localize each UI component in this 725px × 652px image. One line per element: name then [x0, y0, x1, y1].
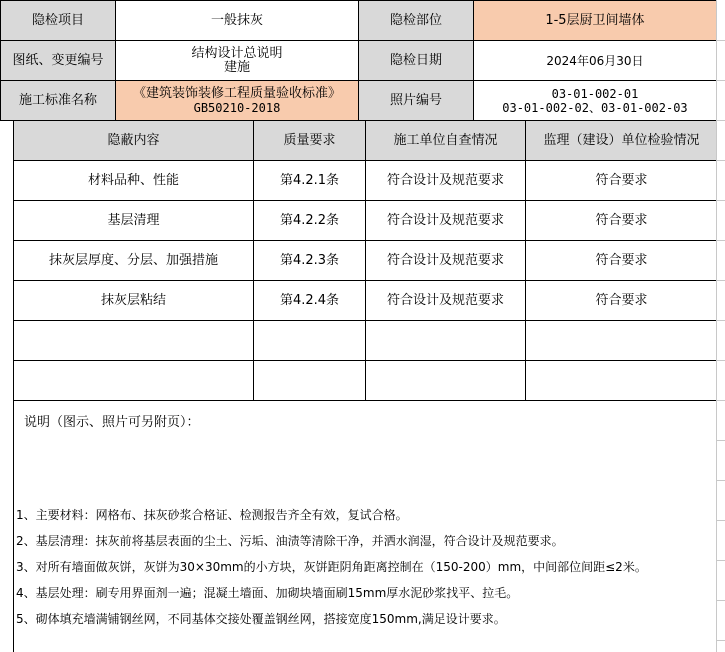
item-label: 隐检项目	[1, 1, 116, 41]
standard-value-line1: 《建筑装饰装修工程质量验收标准》	[132, 85, 341, 101]
row-content[interactable]: 材料品种、性能	[14, 161, 254, 201]
row-supervision[interactable]: 符合要求	[526, 281, 718, 321]
empty-cell[interactable]	[14, 321, 254, 361]
row-content[interactable]: 抹灰层厚度、分层、加强措施	[14, 241, 254, 281]
photo-label: 照片编号	[358, 81, 473, 121]
row-supervision[interactable]: 符合要求	[526, 241, 718, 281]
item-value[interactable]: 一般抹灰	[115, 1, 358, 41]
empty-cell[interactable]	[254, 361, 366, 401]
col-header-supervision: 监理（建设）单位检验情况	[526, 121, 718, 161]
standard-label: 施工标准名称	[1, 81, 116, 121]
content-table	[13, 120, 718, 401]
standard-value[interactable]	[115, 81, 358, 121]
date-label: 隐检日期	[358, 41, 473, 81]
note-item-4: 4、基层处理：刷专用界面剂一遍；混凝土墙面、加砌块墙面刷15mm厚水泥砂浆找平、拉毛。	[16, 586, 519, 600]
inspection-table	[0, 0, 717, 121]
drawing-value-line1: 结构设计总说明	[191, 45, 283, 61]
table-row	[14, 161, 718, 201]
row-self-check[interactable]: 符合设计及规范要求	[366, 161, 526, 201]
table-row	[14, 201, 718, 241]
table-row-empty	[14, 361, 718, 401]
col-header-quality: 质量要求	[254, 121, 366, 161]
drawing-value[interactable]	[115, 41, 358, 81]
standard-value-line2: GB50210-2018	[193, 100, 281, 115]
row-quality[interactable]: 第4.2.1条	[254, 161, 366, 201]
row-content[interactable]: 基层清理	[14, 201, 254, 241]
note-item-5: 5、砌体填充墙满铺钢丝网，不同基体交接处覆盖钢丝网，搭接宽度150mm,满足设计要求。	[16, 612, 506, 626]
row-quality[interactable]: 第4.2.3条	[254, 241, 366, 281]
empty-cell[interactable]	[366, 321, 526, 361]
empty-cell[interactable]	[366, 361, 526, 401]
table-row	[14, 281, 718, 321]
photo-value-line1: 03-01-002-01	[551, 86, 639, 101]
col-header-self-check: 施工单位自查情况	[366, 121, 526, 161]
date-value[interactable]: 2024年06月30日	[473, 41, 716, 81]
content-header-row	[14, 121, 718, 161]
drawing-value-line2: 建施	[223, 59, 250, 75]
location-label: 隐检部位	[358, 1, 473, 41]
row-supervision[interactable]: 符合要求	[526, 201, 718, 241]
adjacent-sheet-gridlines	[716, 0, 725, 652]
row-quality[interactable]: 第4.2.4条	[254, 281, 366, 321]
col-header-content: 隐蔽内容	[14, 121, 254, 161]
empty-cell[interactable]	[14, 361, 254, 401]
table-row	[14, 241, 718, 281]
row-quality[interactable]: 第4.2.2条	[254, 201, 366, 241]
notes-title: 说明（图示、照片可另附页）：	[24, 415, 200, 430]
table-row-empty	[14, 321, 718, 361]
row-self-check[interactable]: 符合设计及规范要求	[366, 241, 526, 281]
empty-cell[interactable]	[254, 321, 366, 361]
row-supervision[interactable]: 符合要求	[526, 161, 718, 201]
photo-value-line2: 03-01-002-02、03-01-002-03	[502, 100, 688, 115]
location-value[interactable]: 1-5层厨卫间墙体	[473, 1, 716, 41]
note-item-2: 2、基层清理：抹灰前将基层表面的尘土、污垢、油渍等清除干净，并洒水润湿，符合设计及规范要求。	[16, 534, 564, 548]
note-item-3: 3、对所有墙面做灰饼，灰饼为30×30mm的小方块，灰饼距阴角距离控制在（150-200）mm，中间部位间距≤2米。	[16, 560, 647, 574]
photo-value[interactable]	[473, 81, 716, 121]
row-self-check[interactable]: 符合设计及规范要求	[366, 201, 526, 241]
note-item-1: 1、主要材料：网格布、抹灰砂浆合格证、检测报告齐全有效，复试合格。	[16, 508, 408, 522]
row-self-check[interactable]: 符合设计及规范要求	[366, 281, 526, 321]
drawing-label: 图纸、变更编号	[1, 41, 116, 81]
row-content[interactable]: 抹灰层粘结	[14, 281, 254, 321]
empty-cell[interactable]	[526, 361, 718, 401]
empty-cell[interactable]	[526, 321, 718, 361]
